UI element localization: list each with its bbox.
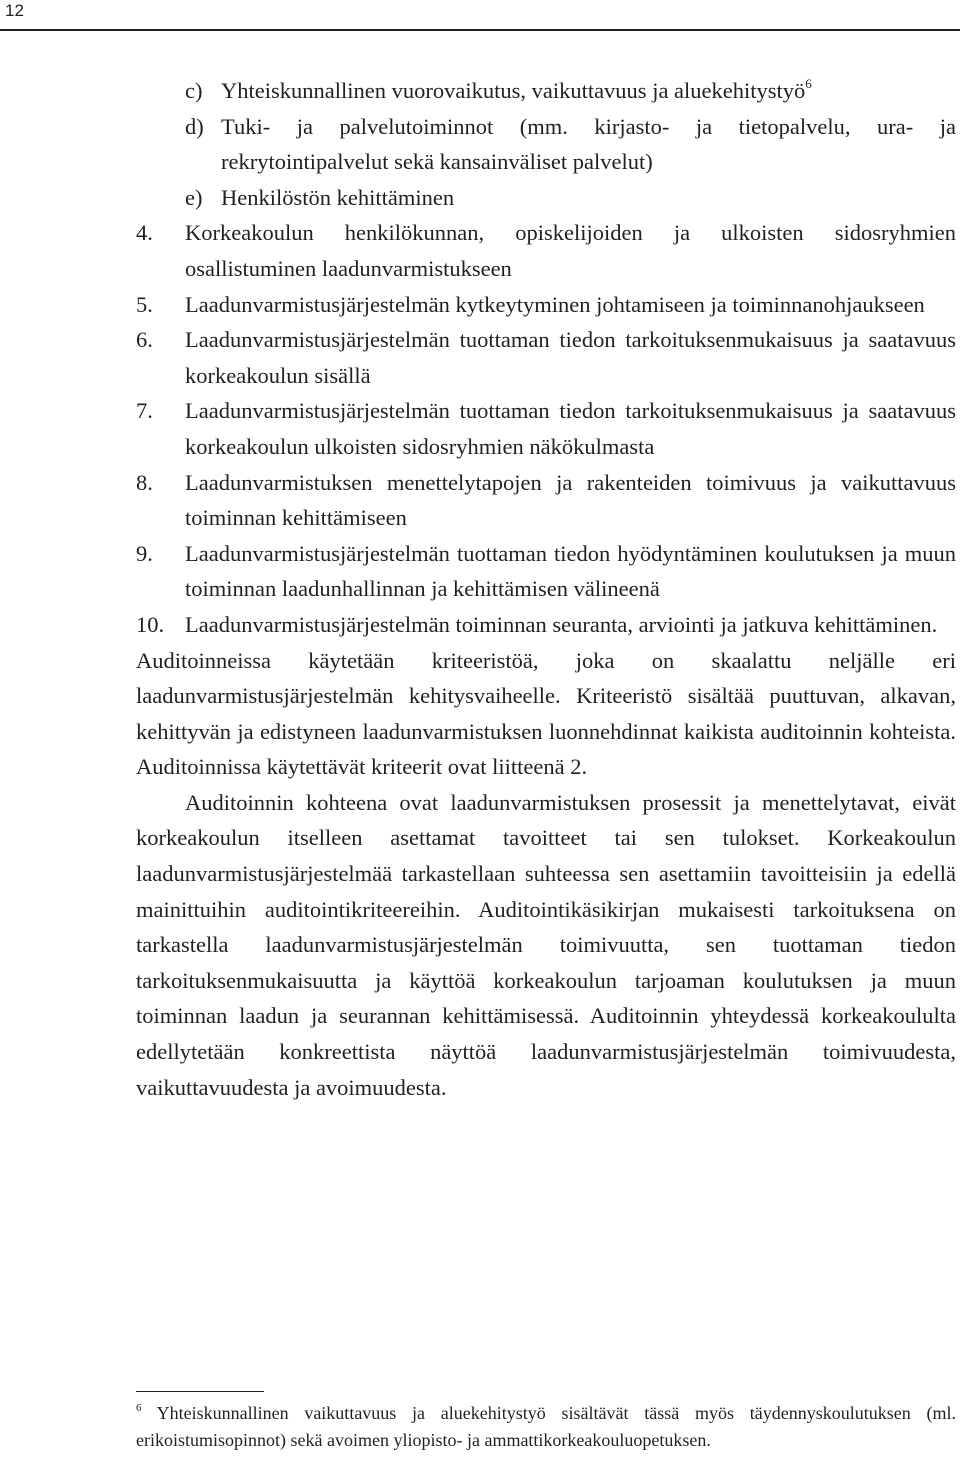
- footnote-number: 6: [136, 1402, 142, 1414]
- list-marker: 10.: [136, 611, 165, 637]
- list-item-text: Laadunvarmistusjärjestelmän kytkeytyminen johtamiseen ja toiminnanohjaukseen: [185, 291, 925, 317]
- list-marker: d): [185, 113, 204, 139]
- list-item: [136, 536, 956, 607]
- footnote-reference: 6: [805, 75, 812, 91]
- list-item: [136, 73, 956, 109]
- list-item: [136, 465, 956, 536]
- list-item: [136, 393, 956, 464]
- list-item: [136, 607, 956, 643]
- numbered-list: [136, 215, 956, 642]
- list-item: [136, 109, 956, 180]
- list-item-text: Laadunvarmistusjärjestelmän tuottaman tiedon tarkoituksenmukaisuus ja saatavuus korkeakoulun ulkoisten sidosryhmien näkökulmasta: [185, 398, 956, 459]
- list-item-text: Tuki- ja palvelutoiminnot (mm. kirjasto- ja tietopalvelu, ura- ja rekrytointipalvelut sekä kansainväliset palvelut): [221, 113, 956, 175]
- body-paragraph: Auditoinneissa käytetään kriteeristöä, joka on skaalattu neljälle eri laadunvarmistusjärjestelmän kehitysvaiheelle. Kriteeristö sisältää puuttuvan, alkavan, kehittyvän ja edistyneen laadunvarmistuksen luonnehdinnat kaikista auditoinnin kohteista. Auditoinnissa käytettävät kriteerit ovat liitteenä 2.: [136, 647, 956, 780]
- header-rule: [0, 29, 960, 31]
- page-header: [0, 0, 960, 38]
- list-marker: c): [185, 78, 203, 103]
- list-item-text: Laadunvarmistusjärjestelmän tuottaman tiedon hyödyntäminen koulutuksen ja muun toiminnan laadunhallinnan ja kehittämisen välineenä: [185, 540, 956, 602]
- list-marker: e): [185, 184, 203, 210]
- footnote-area: [136, 1391, 956, 1453]
- list-item-text: Laadunvarmistuksen menettelytapojen ja rakenteiden toimivuus ja vaikuttavuus toiminnan kehittämiseen: [185, 469, 956, 531]
- sub-item-list: [136, 73, 956, 215]
- body-paragraph: Auditoinnin kohteena ovat laadunvarmistuksen prosessit ja menettelytavat, eivät korkeakoulun itselleen asettamat tavoitteet tai sen tulokset. Korkeakoulun laadunvarmistusjärjestelmää tarkastellaan suhteessa sen asettamiin tavoitteisiin ja edellä mainittuihin auditointikriteereihin. Auditointikäsikirjan mukaisesti tarkoituksena on tarkastella laadunvarmistusjärjestelmän toimivuutta, sen tuottaman tiedon tarkoituksenmukaisuutta ja käyttöä korkeakoulun tarjoaman koulutuksen ja muun toiminnan laadun ja seurannan kehittämisessä. Auditoinnin yhteydessä korkeakoululta edellytetään konkreettista näyttöä laadunvarmistusjärjestelmän toimivuudesta, vaikuttavuudesta ja avoimuudesta.: [136, 789, 956, 1100]
- list-marker: 8.: [136, 469, 153, 495]
- list-marker: 9.: [136, 540, 153, 566]
- list-item-text: Henkilöstön kehittäminen: [221, 184, 455, 210]
- list-marker: 6.: [136, 327, 153, 353]
- list-item: [136, 322, 956, 393]
- list-item: [136, 215, 956, 286]
- footnote: [136, 1400, 956, 1453]
- footnote-text: Yhteiskunnallinen vaikuttavuus ja aluekehitystyö sisältävät tässä myös täydennyskoulutuksen (ml. erikoistumisopinnot) sekä avoimen yliopisto- ja ammattikorkeakouluopetuksen.: [136, 1403, 956, 1450]
- list-marker: 5.: [136, 291, 153, 317]
- list-item: [136, 287, 956, 323]
- list-marker: 4.: [136, 220, 153, 246]
- list-marker: 7.: [136, 398, 153, 424]
- page-number: 12: [5, 1, 24, 20]
- list-item-text: Laadunvarmistusjärjestelmän tuottaman tiedon tarkoituksenmukaisuus ja saatavuus korkeakoulun sisällä: [185, 327, 956, 388]
- list-item: [136, 180, 956, 216]
- main-content: [136, 73, 956, 1105]
- footnote-rule: [136, 1391, 264, 1392]
- list-item-text: Korkeakoulun henkilökunnan, opiskelijoiden ja ulkoisten sidosryhmien osallistuminen laadunvarmistukseen: [185, 220, 956, 281]
- list-item-text: Yhteiskunnallinen vuorovaikutus, vaikuttavuus ja aluekehitystyö: [221, 78, 806, 103]
- list-item-text: Laadunvarmistusjärjestelmän toiminnan seuranta, arviointi ja jatkuva kehittäminen.: [185, 611, 938, 637]
